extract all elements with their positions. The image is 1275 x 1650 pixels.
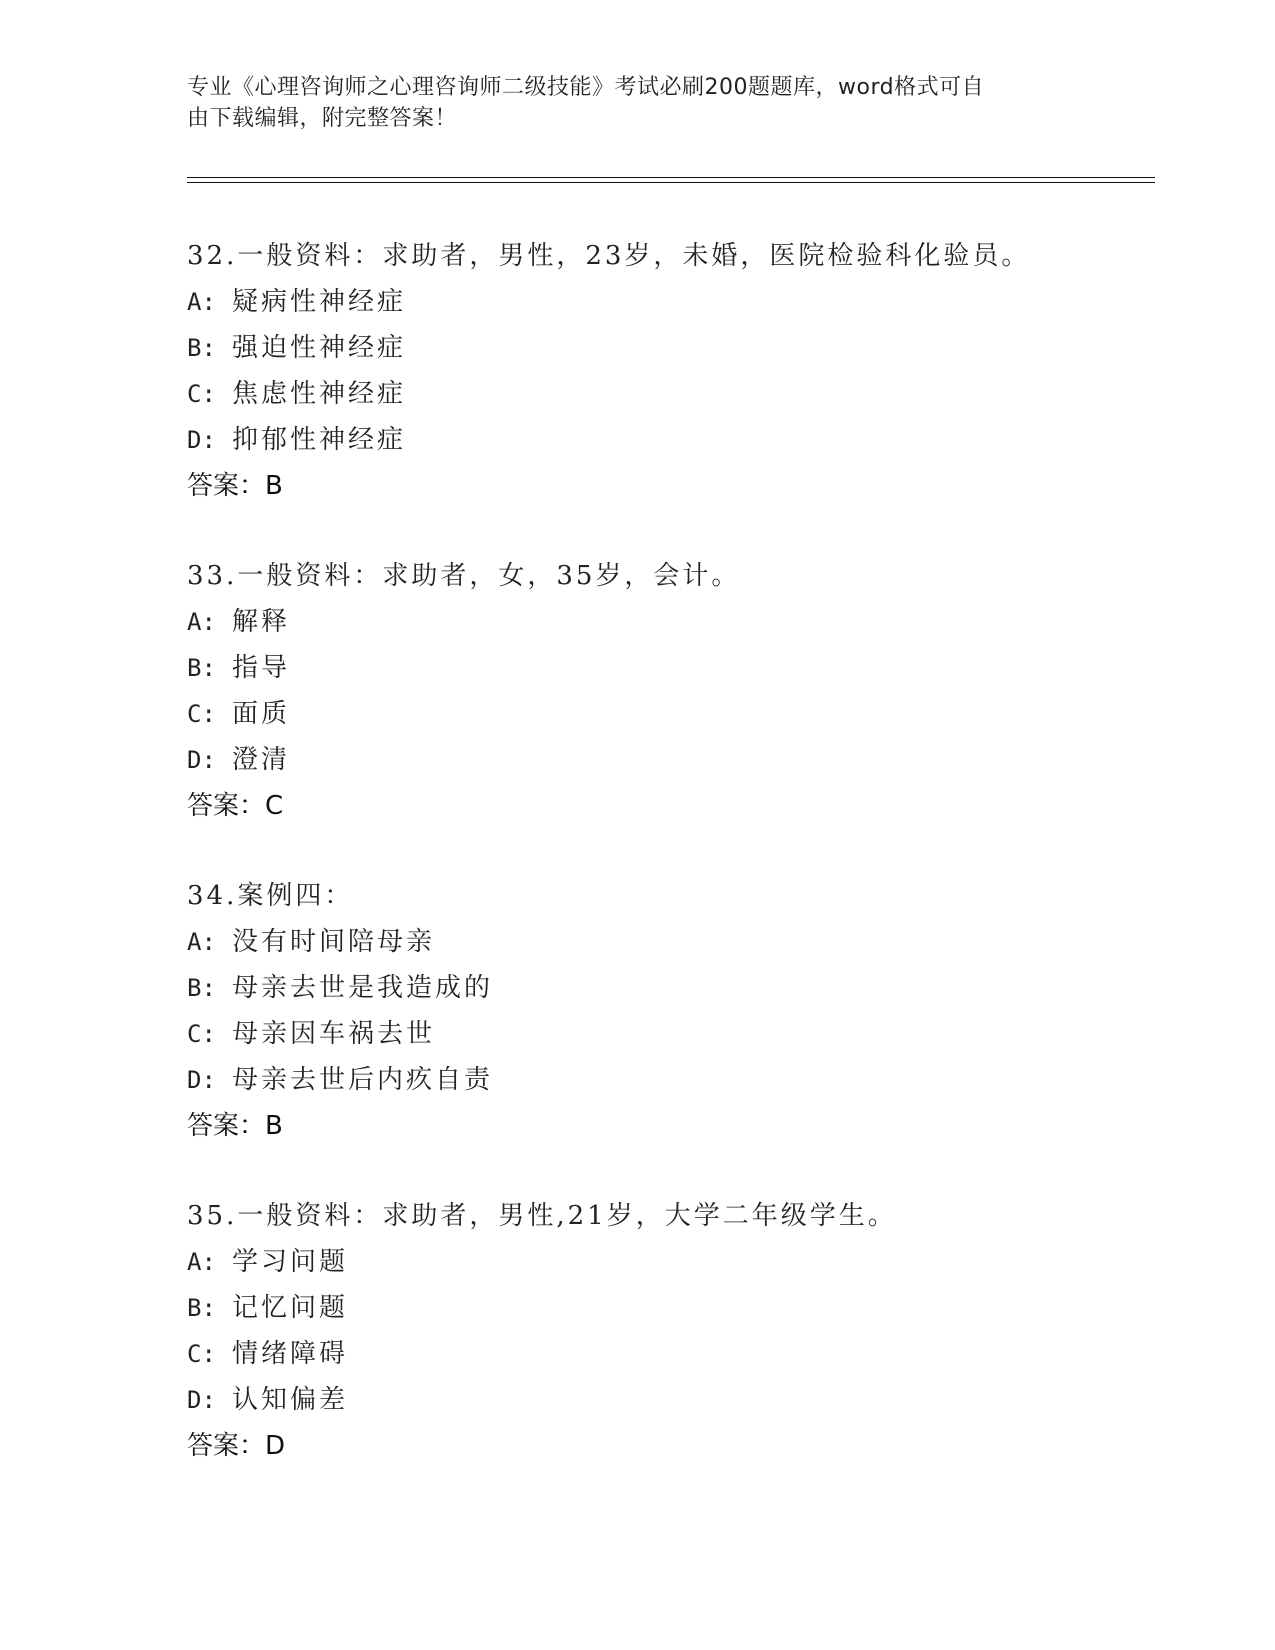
answer-line: 答案：B — [187, 1111, 283, 1141]
option-key: C: — [187, 700, 216, 728]
question-35 — [187, 1193, 1147, 1469]
option-key: A: — [187, 928, 216, 956]
answer-line: 答案：B — [187, 471, 283, 501]
header-line-2: 由下载编辑，附完整答案！ — [187, 106, 458, 131]
option-b — [187, 645, 1147, 691]
option-key: A: — [187, 288, 216, 316]
question-stem: 34.案例四： — [187, 881, 354, 911]
option-key: D: — [187, 1386, 216, 1414]
option-text: 母亲去世后内疚自责 — [232, 1065, 494, 1095]
option-text: 情绪障碍 — [232, 1339, 349, 1369]
option-c — [187, 371, 1147, 417]
option-text: 澄清 — [232, 745, 291, 775]
option-text: 记忆问题 — [232, 1293, 349, 1323]
header-divider-top — [187, 177, 1155, 178]
option-key: C: — [187, 1340, 216, 1368]
option-key: B: — [187, 974, 216, 1002]
option-d — [187, 417, 1147, 463]
option-a — [187, 1239, 1147, 1285]
option-d — [187, 737, 1147, 783]
answer-line: 答案：D — [187, 1431, 286, 1461]
option-text: 焦虑性神经症 — [232, 379, 407, 409]
option-key: B: — [187, 654, 216, 682]
question-stem: 33.一般资料：求助者，女，35岁，会计。 — [187, 561, 741, 591]
option-text: 母亲去世是我造成的 — [232, 973, 494, 1003]
document-header — [187, 72, 1067, 134]
option-text: 母亲因车祸去世 — [232, 1019, 436, 1049]
option-key: B: — [187, 1294, 216, 1322]
option-b — [187, 965, 1147, 1011]
option-text: 强迫性神经症 — [232, 333, 407, 363]
option-key: A: — [187, 1248, 216, 1276]
option-text: 学习问题 — [232, 1247, 349, 1277]
option-b — [187, 325, 1147, 371]
option-key: A: — [187, 608, 216, 636]
header-divider-bottom — [187, 182, 1155, 183]
question-33 — [187, 553, 1147, 829]
option-key: B: — [187, 334, 216, 362]
option-text: 面质 — [232, 699, 291, 729]
question-stem: 32.一般资料：求助者，男性，23岁，未婚，医院检验科化验员。 — [187, 241, 1031, 271]
option-key: D: — [187, 1066, 216, 1094]
option-b — [187, 1285, 1147, 1331]
option-text: 认知偏差 — [232, 1385, 349, 1415]
option-key: C: — [187, 1020, 216, 1048]
option-text: 没有时间陪母亲 — [232, 927, 436, 957]
option-d — [187, 1057, 1147, 1103]
option-a — [187, 919, 1147, 965]
question-32 — [187, 233, 1147, 509]
option-key: D: — [187, 746, 216, 774]
option-text: 解释 — [232, 607, 291, 637]
option-c — [187, 691, 1147, 737]
option-a — [187, 599, 1147, 645]
option-text: 疑病性神经症 — [232, 287, 407, 317]
answer-line: 答案：C — [187, 791, 284, 821]
option-d — [187, 1377, 1147, 1423]
option-c — [187, 1011, 1147, 1057]
option-a — [187, 279, 1147, 325]
question-34 — [187, 873, 1147, 1149]
question-stem: 35.一般资料：求助者，男性,21岁，大学二年级学生。 — [187, 1201, 897, 1231]
option-key: C: — [187, 380, 216, 408]
header-line-1: 专业《心理咨询师之心理咨询师二级技能》考试必刷200题题库，word格式可自 — [187, 75, 985, 100]
option-c — [187, 1331, 1147, 1377]
option-key: D: — [187, 426, 216, 454]
option-text: 抑郁性神经症 — [232, 425, 407, 455]
option-text: 指导 — [232, 653, 291, 683]
